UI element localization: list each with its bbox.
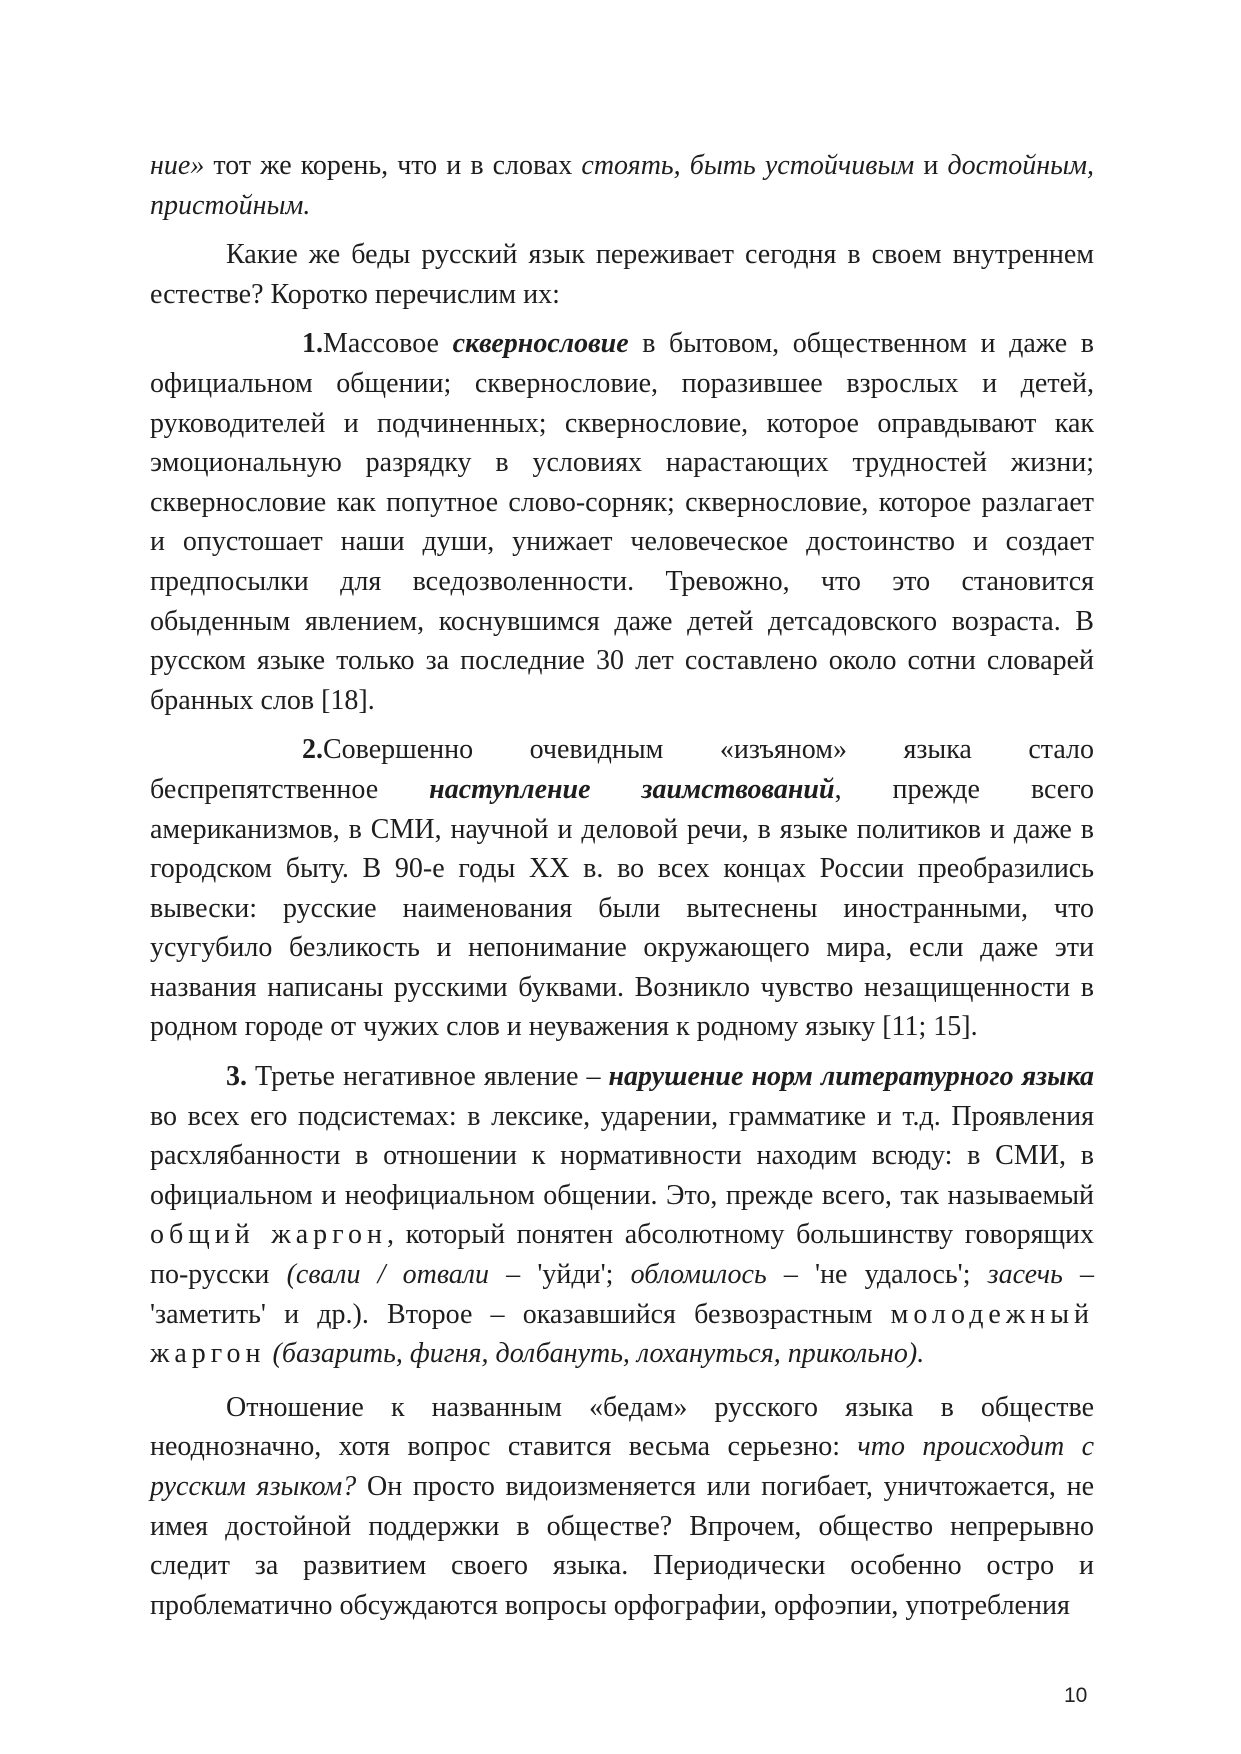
italic-example: обломилось [630, 1259, 767, 1291]
list-number: 3. [226, 1061, 247, 1093]
italic-example: достойным, пристойным. [150, 150, 1094, 221]
italic-example: (свали / отвали [286, 1259, 489, 1291]
text-fragment: – 'не удалось'; [766, 1259, 988, 1291]
text-fragment: – 'уйди'; [489, 1259, 631, 1291]
list-item-2 [150, 730, 1094, 1047]
text-fragment: тот же корень, что и в словах [204, 150, 582, 181]
italic-example: засечь [987, 1259, 1063, 1291]
text-fragment: , который понятен абсолютному большинству говорящих по-русски [150, 1219, 1095, 1291]
text-fragment: Третье негативное явление – [247, 1061, 609, 1093]
spaced-term: общий жаргон [150, 1219, 387, 1251]
list-item-3 [150, 1057, 1094, 1374]
document-page [150, 146, 1094, 1625]
text-fragment: Массовое [323, 328, 453, 360]
text-fragment: в бытовом, общественном и даже в официальном общении; сквернословие, поразившее взрослых и детей, руководителей и подчиненных; сквернословие, которое оправдывают как эмоциональную разрядку в условиях нарастающих трудностей жизни; сквернословие как попутное слово-сорняк; сквернословие, которое разлагает и опустошает наши души, унижает человеческое достоинство и создает предпосылки для вседозволенности. Тревожно, что это становится обыденным явлением, коснувшимся даже детей детсадовского возраста. В русском языке только за последние 30 лет составлено около сотни словарей бранных слов [18]. [150, 328, 1094, 716]
list-number: 1. [302, 328, 323, 360]
paragraph-intro: Какие же беды русский язык переживает сегодня в своем внутреннем естестве? Коротко перечислим их: [150, 239, 1094, 310]
italic-fragment: ние» [150, 150, 205, 181]
highlighted-term: наступление заимствований [429, 773, 835, 805]
spaced-term: молодежный жаргон [150, 1298, 1094, 1370]
highlighted-term: нарушение норм литературного языка [608, 1061, 1094, 1093]
text-fragment: , прежде всего американизмов, в СМИ, научной и деловой речи, в языке политиков и даже в городском быту. В 90-е годы XX в. во всех концах России преобразились вывески: русские наименования были вытеснены иностранными, что усугубило безликость и непонимание окружающего мира, если даже эти названия написаны русскими буквами. Возникло чувство незащищенности в родном городе от чужих слов и неуважения к родному языку [11; 15]. [150, 773, 1094, 1043]
list-item-1 [150, 324, 1094, 720]
italic-example: стоять, быть устойчивым [581, 150, 915, 181]
page-number: 10 [1064, 1684, 1088, 1707]
paragraph-continuation [150, 146, 1094, 225]
list-number: 2. [302, 734, 323, 766]
italic-question: что происходит с русским языком? [150, 1431, 1094, 1502]
paragraph-conclusion [150, 1388, 1094, 1626]
text-fragment: Совершенно очевидным «изъяном» языка стало беспрепятственное [150, 734, 1094, 805]
text-fragment: – 'заметить' и др.). Второе – оказавшийся безвозрастным [150, 1259, 1094, 1330]
text-fragment: Отношение к названным «бедам» русского языка в обществе неоднозначно, хотя вопрос ставится весьма серьезно: [150, 1391, 1094, 1463]
text-fragment: и [914, 150, 948, 181]
highlighted-term: сквернословие [452, 328, 629, 360]
italic-example: (базарить, фигня, долбануть, лохануться, прикольно). [265, 1338, 925, 1370]
text-fragment: во всех его подсистемах: в лексике, ударении, грамматике и т.д. Проявления расхлябанности в отношении к нормативности находим всюду: в СМИ, в официальном и неофициальном общении. Это, прежде всего, так называемый [150, 1100, 1094, 1211]
text-fragment: Он просто видоизменяется или погибает, уничтожается, не имея достойной поддержки в обществе? Впрочем, общество непрерывно следит за развитием своего языка. Периодически особенно остро и проблематично обсуждаются вопросы орфографии, орфоэпии, употребления [150, 1471, 1094, 1621]
